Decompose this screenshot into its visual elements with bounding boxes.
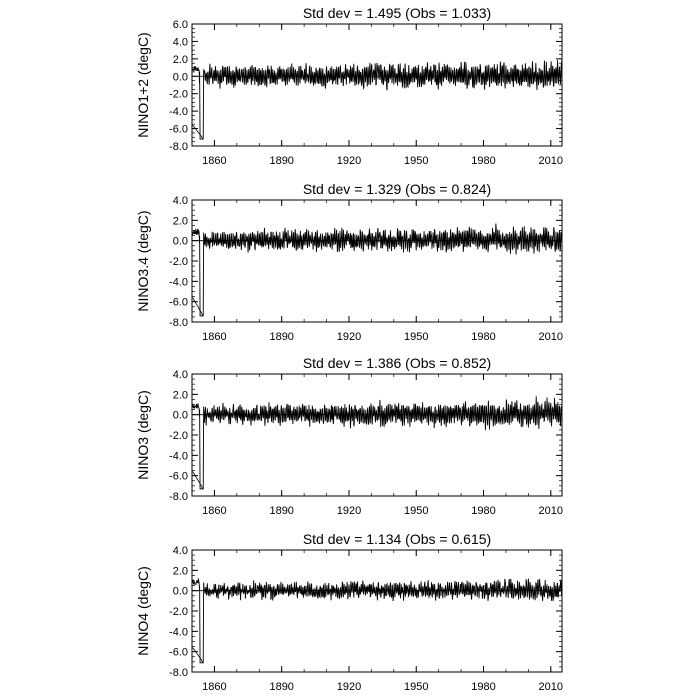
y-tick-label: -2.0 <box>169 430 188 442</box>
x-tick-label: 1890 <box>269 681 294 693</box>
y-tick-label: -4.0 <box>169 276 188 289</box>
y-axis-label: NINO3.4 (degC) <box>135 210 151 312</box>
series-line <box>192 224 562 316</box>
y-tick-label: -8.0 <box>169 141 188 153</box>
y-tick-label: -8.0 <box>169 667 188 679</box>
y-tick-label: 0.0 <box>172 71 188 84</box>
y-tick-label: 0.0 <box>172 585 188 598</box>
x-tick-label: 1860 <box>202 155 227 167</box>
y-tick-label: -8.0 <box>169 491 188 503</box>
series-line <box>192 396 562 489</box>
y-tick-label: -6.0 <box>169 646 188 659</box>
x-tick-label: 1950 <box>404 681 429 693</box>
y-tick-label: -8.0 <box>169 317 188 329</box>
x-tick-label: 2010 <box>538 505 564 517</box>
x-tick-label: 2010 <box>538 155 564 167</box>
x-tick-label: 1890 <box>269 505 294 517</box>
y-tick-label: 0.0 <box>172 235 188 248</box>
plot-frame <box>192 374 562 496</box>
y-tick-label: -4.0 <box>169 626 188 639</box>
series-line <box>192 579 562 663</box>
y-tick-label: -4.0 <box>169 450 188 463</box>
x-tick-label: 1980 <box>471 681 496 693</box>
y-tick-label: 4.0 <box>172 545 188 557</box>
y-axis-label: NINO1+2 (degC) <box>135 32 151 138</box>
y-tick-label: -6.0 <box>169 470 188 483</box>
x-tick-label: 1890 <box>269 155 294 167</box>
x-tick-label: 1950 <box>404 505 429 517</box>
y-tick-label: -4.0 <box>169 106 188 119</box>
chart-title: Std dev = 1.386 (Obs = 0.852) <box>302 355 492 371</box>
y-tick-label: 4.0 <box>172 369 188 381</box>
spinup-segment <box>193 472 203 489</box>
y-axis-label: NINO3 (degC) <box>135 390 151 480</box>
y-tick-label: 2.0 <box>172 389 188 402</box>
y-tick-label: 2.0 <box>172 215 188 228</box>
x-tick-label: 2010 <box>538 681 564 693</box>
y-tick-label: -2.0 <box>169 88 188 101</box>
plot-frame <box>192 24 562 146</box>
x-tick-label: 1860 <box>202 331 227 343</box>
y-tick-label: 2.0 <box>172 53 188 66</box>
chart-title: Std dev = 1.134 (Obs = 0.615) <box>302 531 492 547</box>
y-tick-label: 6.0 <box>172 19 188 31</box>
x-tick-label: 1860 <box>202 505 227 517</box>
series-line <box>192 60 562 139</box>
x-tick-label: 1920 <box>336 155 362 167</box>
x-tick-label: 2010 <box>538 331 564 343</box>
x-tick-label: 1950 <box>404 331 429 343</box>
y-tick-label: 4.0 <box>172 36 188 49</box>
spinup-segment <box>193 648 203 663</box>
x-tick-label: 1980 <box>471 331 496 343</box>
y-tick-label: -6.0 <box>169 123 188 136</box>
x-tick-label: 1920 <box>336 505 362 517</box>
x-tick-label: 1980 <box>471 155 496 167</box>
x-tick-label: 1890 <box>269 331 294 343</box>
y-tick-label: 2.0 <box>172 565 188 578</box>
chart-title: Std dev = 1.495 (Obs = 1.033) <box>302 5 492 21</box>
plot-frame <box>192 200 562 322</box>
y-tick-label: -2.0 <box>169 256 188 268</box>
chart-title: Std dev = 1.329 (Obs = 0.824) <box>302 181 492 197</box>
y-tick-label: 0.0 <box>172 409 188 422</box>
plot-frame <box>192 550 562 672</box>
y-tick-label: 4.0 <box>172 195 188 207</box>
x-tick-label: 1920 <box>336 681 362 693</box>
x-tick-label: 1950 <box>404 155 429 167</box>
y-axis-label: NINO4 (degC) <box>135 566 151 656</box>
x-tick-label: 1920 <box>336 331 362 343</box>
x-tick-label: 1860 <box>202 681 227 693</box>
x-tick-label: 1980 <box>471 505 496 517</box>
y-tick-label: -2.0 <box>169 606 188 618</box>
y-tick-label: -6.0 <box>169 296 188 309</box>
